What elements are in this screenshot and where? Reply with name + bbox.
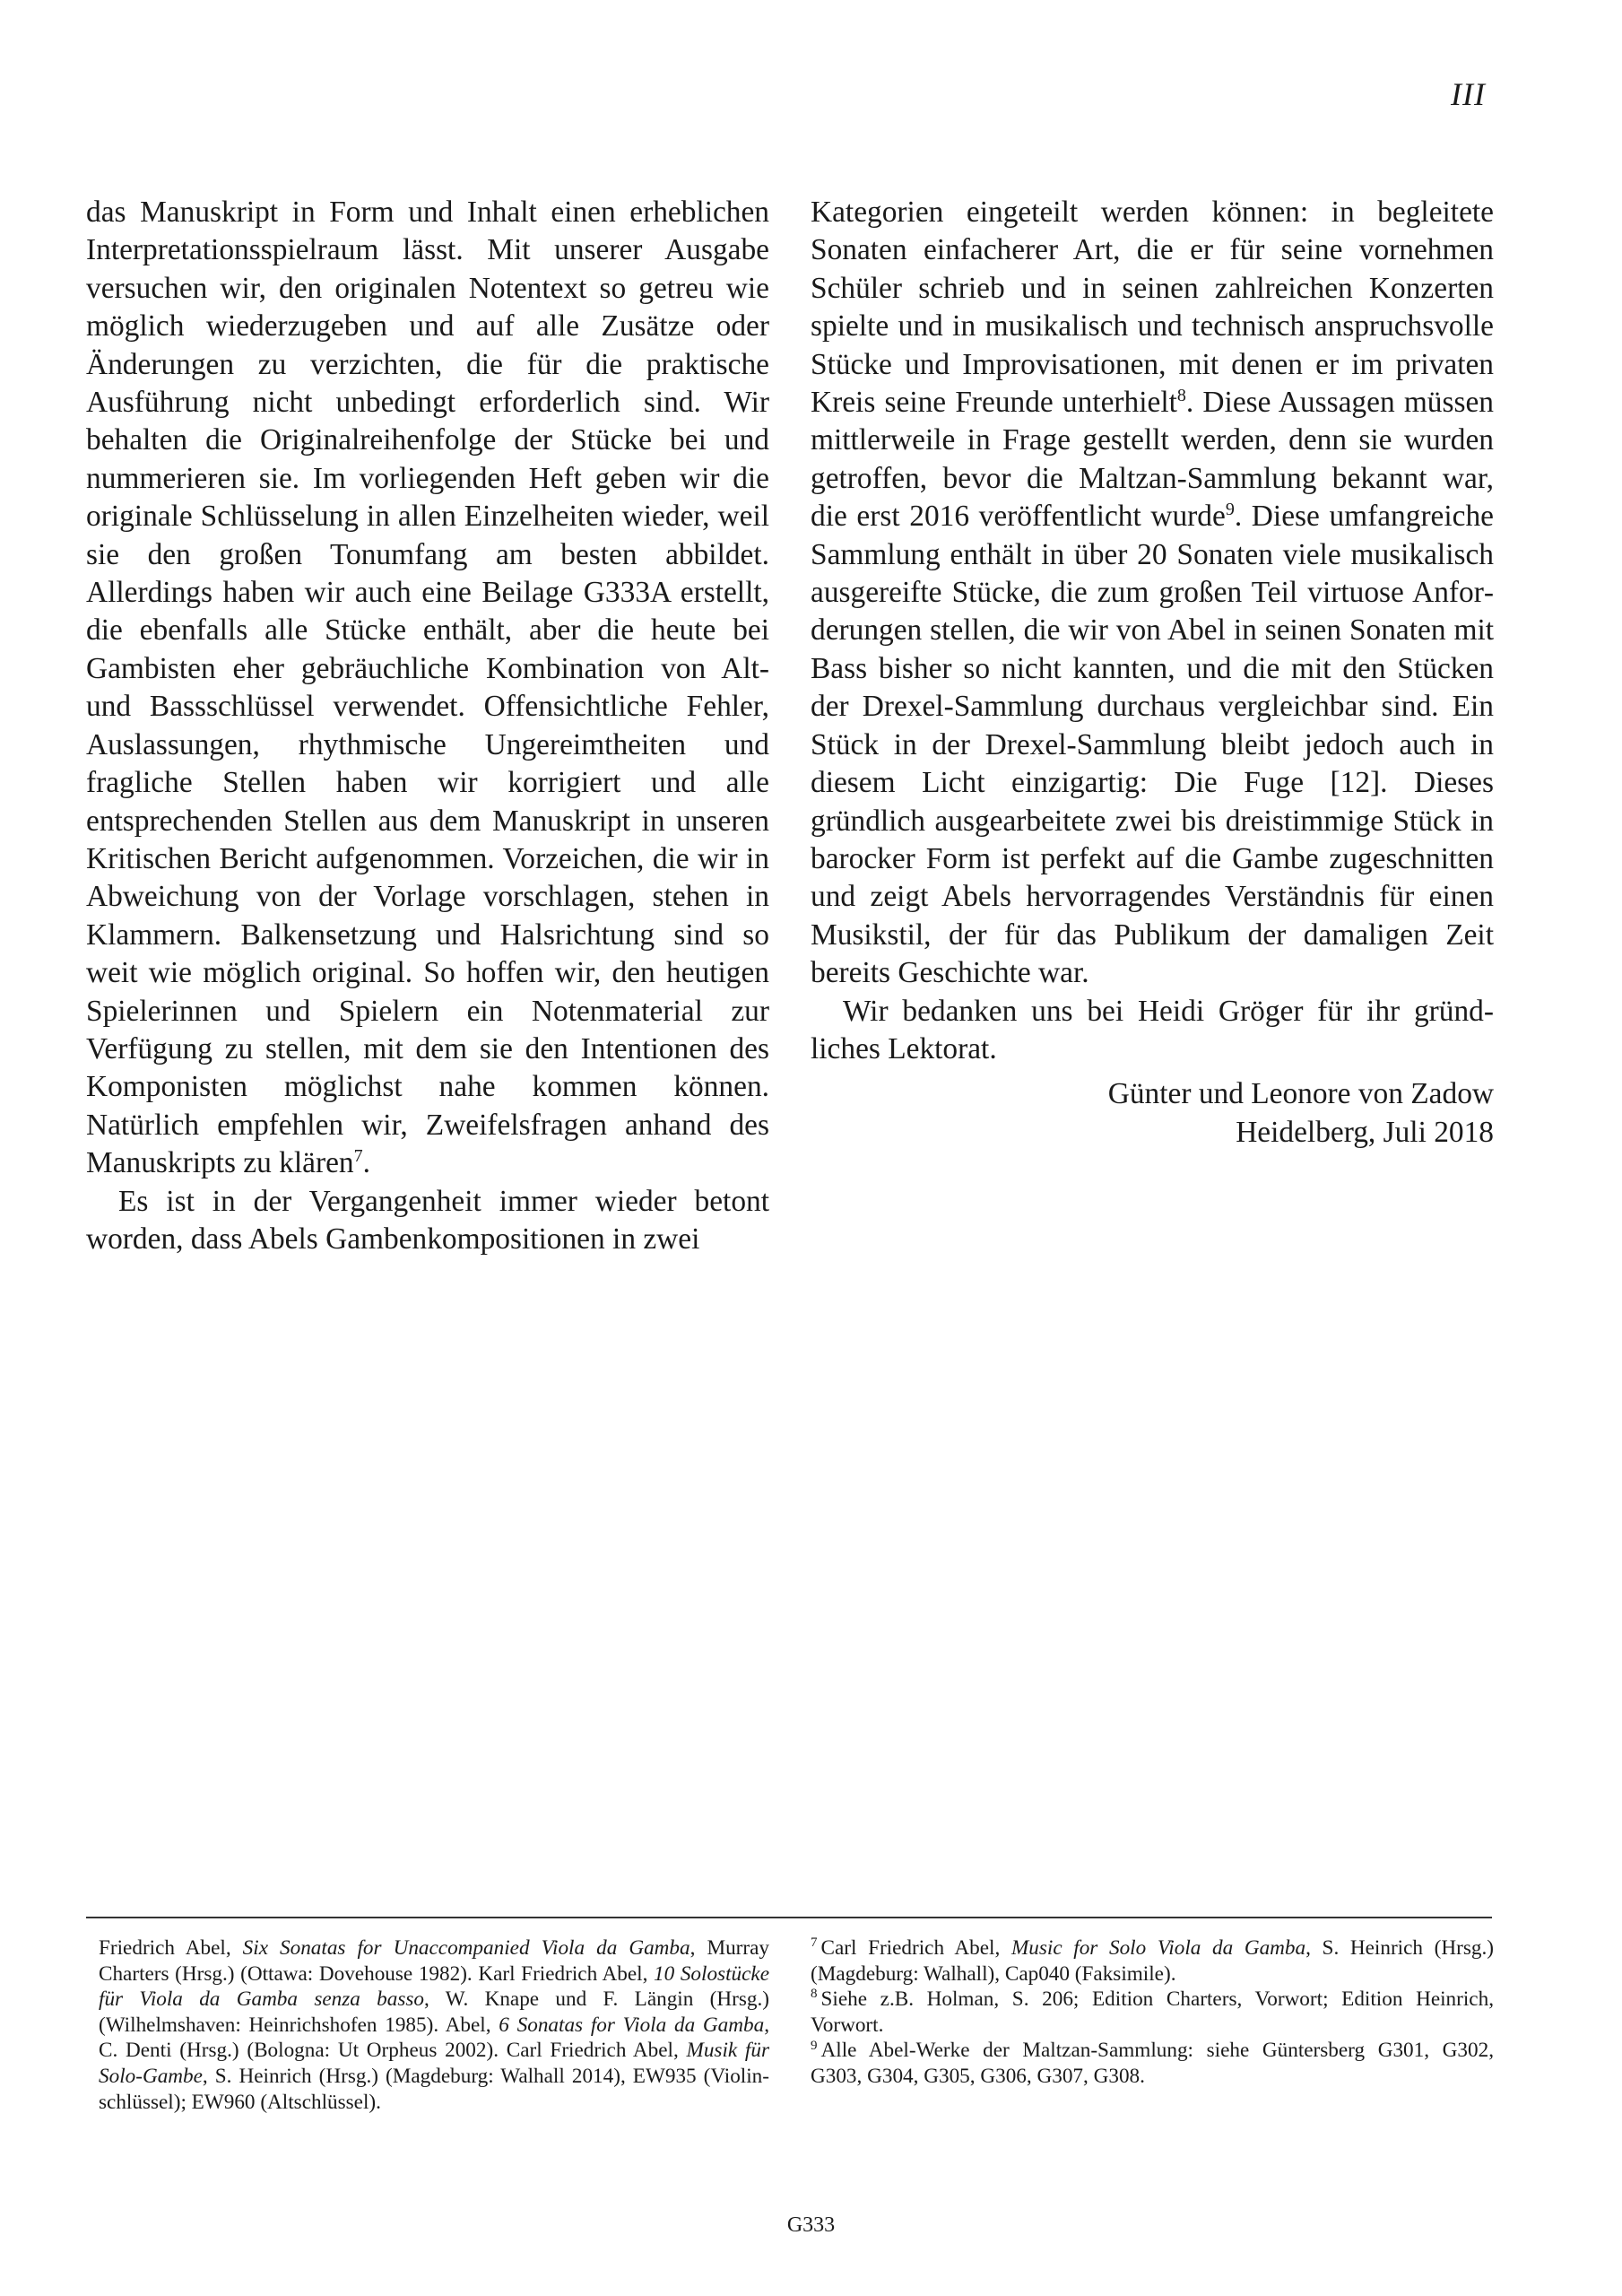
signature-place-date: Heidelberg, Juli 2018 [1236,1115,1494,1149]
footnote-text: Friedrich Abel, [99,1936,243,1960]
footnote-text: , C. Denti (Hrsg.) (Bologna: Ut Orpheus 2002). Carl Friedrich Abel, [99,2013,770,2063]
footnote-ref: 9 [1225,500,1235,520]
footnote-number: 9 [811,2038,818,2053]
paragraph-text: . Diese umfangreiche Sammlung enthält in über 20 Sonaten viele musikalisch ausgereifte Stücke, die zum großen Teil virtuose Anforderungen stellen, die wir von Abel in seinen Sonaten mit Bass bisher so nicht kannten, und die mit den Stücken der Drexel-Sammlung durchaus vergleichbar sind. Ein Stück in der Drexel-Sammlung bleibt jedoch auch in diesem Licht einzigartig: Die Fuge [12]. Dieses gründlich ausgearbeitete zwei bis dreistimmige Stück in barocker Form ist perfekt auf die Gambe zugeschnitten und zeigt Abels hervorragendes Verständnis für einen Musikstil, der für das Publikum der damaligen Zeit bereits Geschichte war. [811,500,1494,990]
footnote-7 [811,1935,1494,1987]
footnote-ref: 7 [353,1146,363,1167]
paragraph [811,194,1494,993]
paragraph-text: . [362,1146,370,1180]
paragraph-text: Kategorien eingeteilt werden können: in begleitete Sonaten einfacherer Art, die er für seine vornehmen Schüler schrieb und in seinen zahlreichen Konzerten spielte und in musikalisch und technisch anspruchsvolle Stücke und Improvisationen, mit denen er im privaten Kreis seine Freunde unterhielt [811,196,1494,420]
paragraph [86,194,769,1183]
footnote-title: Six Sonatas for Unaccompanied Viola da Gamba [242,1936,690,1960]
paragraph-text: . Diese Aussagen müssen mittlerweile in Frage gestellt werden, denn sie wurden getroffen, bevor die Maltzan-Sammlung bekannt war, die erst 2016 veröffentlicht wurde [811,386,1494,534]
footnote-8 [811,1987,1494,2038]
right-text-column [811,194,1494,1152]
footnote-text: , S. Heinrich (Hrsg.) (Magdeburg: Walhall), Cap040 (Faksimile). [811,1936,1494,1986]
paragraph: Wir bedanken uns bei Heidi Gröger für ihr gründliches Lektorat. [811,994,1494,1065]
signature [811,1075,1494,1152]
footnote-ref: 8 [1176,385,1186,405]
page-number: III [1451,76,1486,112]
footnote-text: , W. Knape und F. Längin (Hrsg.) (Wilhelmshaven: Heinrichshofen 1985). Abel, [99,1987,769,2037]
footnote-divider [86,1917,1492,1918]
footnotes-left [99,1935,769,2115]
footnote-text: Alle Abel-Werke der Maltzan-Sammlung: siehe Güntersberg G301, G302, G303, G304, G305, G306, G307, G308. [811,2039,1494,2088]
footnote-title: Music for Solo Viola da Gamba [1010,1936,1306,1960]
footnote-9 [811,2038,1494,2089]
page-footer-code: G333 [786,2213,836,2237]
footnote-text: Siehe z.B. Holman, S. 206; Edition Charters, Vorwort; Edition Heinrich, Vorwort. [811,1987,1494,2037]
footnote-title: Musik für Solo-Gambe [99,2039,769,2088]
footnote [99,1935,769,2115]
footnote-title: 6 Sonatas for Viola da Gamba [499,2013,765,2037]
footnote-text: Carl Friedrich Abel, [820,1936,1011,1960]
footnote-number: 8 [811,1987,818,2002]
paragraph: Es ist in der Vergangenheit immer wieder betont worden, dass Abels Gambenkompositionen in zwei [86,1184,769,1256]
footnote-title: 10 Solostücke für Viola da Gamba senza basso [99,1961,769,2012]
footnote-text: , S. Heinrich (Hrsg.) (Magdeburg: Walhall 2014), EW935 (Violinschlüssel); EW960 (Altschlüssel). [99,2064,769,2114]
footnotes-right [811,1935,1494,2090]
footnote-text: , Murray Charters (Hrsg.) (Ottawa: Dovehouse 1982). Karl Friedrich Abel, [99,1936,769,1986]
signature-names: Günter und Leonore von Zadow [1107,1077,1494,1111]
paragraph-text: das Manuskript in Form und Inhalt einen erheblichen Interpretationsspielraum lässt. Mit unserer Ausgabe versuchen wir, den originalen Notentext so getreu wie möglich wiederzugeben und auf alle Zusätze oder Änderungen zu verzichten, die für die praktische Ausführung nicht unbedingt erforderlich sind. Wir behalten die Originalreihenfolge der Stücke bei und nummerieren sie. Im vorliegenden Heft geben wir die originale Schlüsselung in allen Einzelheiten wieder, weil sie den großen Tonumfang am besten abbildet. Allerdings haben wir auch eine Beilage G333A erstellt, die ebenfalls alle Stücke enthält, aber die heute bei Gambisten eher gebräuchliche Kombination von Alt- und Bassschlüssel verwendet. Offensichtliche Fehler, Auslassungen, rhythmische Ungereimtheiten und fragliche Stellen haben wir korrigiert und alle entsprechenden Stellen aus dem Manuskript in unseren Kritischen Bericht aufgenommen. Vorzeichen, die wir in Abweichung von der Vorlage vorschlagen, stehen in Klammern. Balkensetzung und Halsrichtung sind so weit wie möglich original. So hoffen wir, den heutigen Spielerinnen und Spielern ein Notenmaterial zur Verfügung zu stellen, mit dem sie den Intentionen des Komponisten möglichst nahe kommen können. Natürlich empfehlen wir, Zweifelsfragen anhand des Manuskripts zu klären [86,196,769,1180]
footnote-number: 7 [811,1935,818,1951]
left-text-column [86,194,769,1258]
